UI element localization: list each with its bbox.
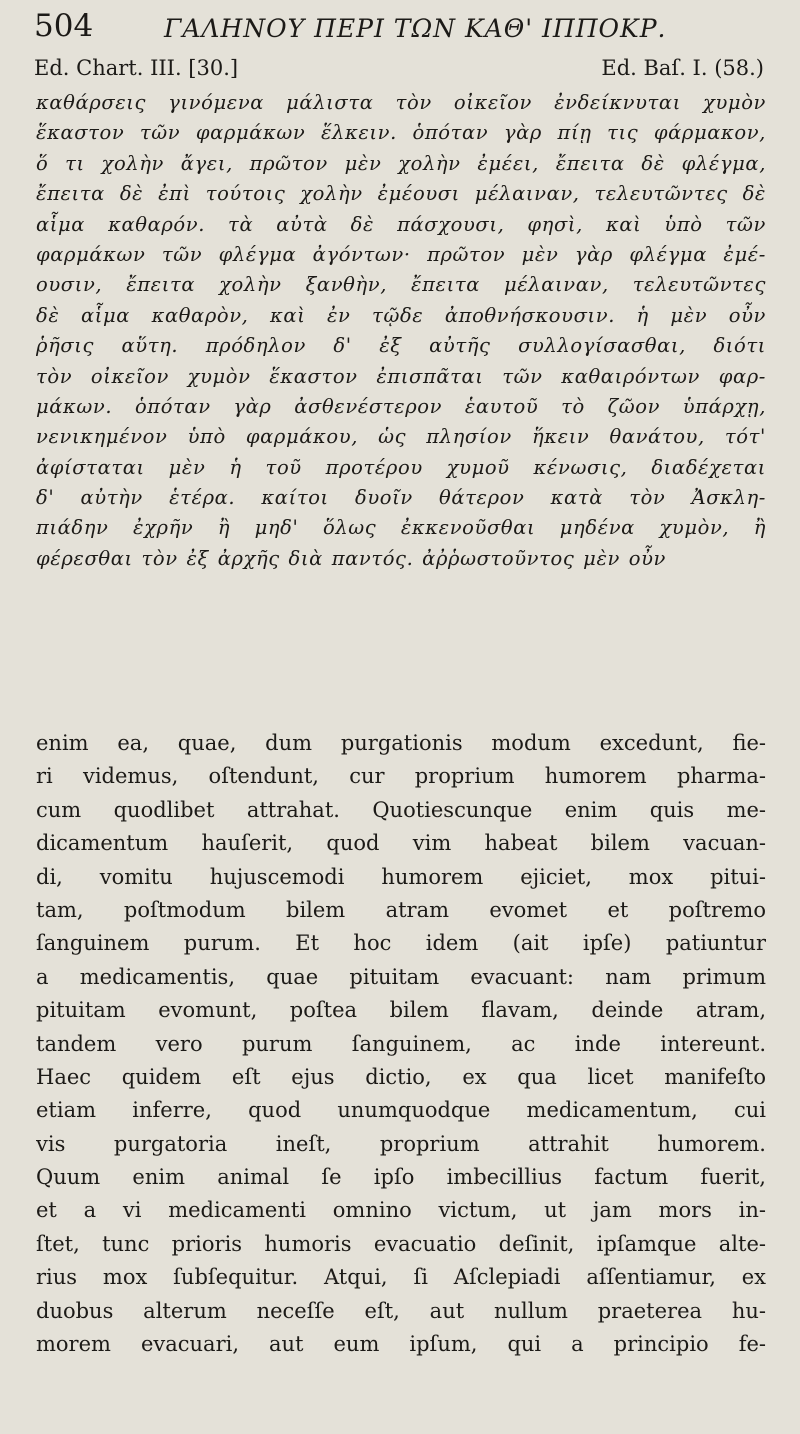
greek-line: δ' αὐτὴν ἑτέρα. καίτοι δυοῖν θάτερον κατὰ τὸν Ἀσκλη- <box>36 486 766 510</box>
page-header <box>34 8 774 52</box>
greek-line: ῥῆσις αὕτη. πρόδηλον δ' ἐξ αὐτῆς συλλογίσασθαι, διότι <box>36 334 766 358</box>
latin-line: enim ea, quae, dum purgationis modum excedunt, fie- <box>36 731 766 755</box>
greek-text-block <box>36 88 766 574</box>
latin-line: ſanguinem purum. Et hoc idem (ait ipſe) patiuntur <box>36 931 766 956</box>
greek-line: αἷμα καθαρόν. τὰ αὐτὰ δὲ πάσχουσι, φησὶ, καὶ ὑπὸ τῶν <box>36 212 766 236</box>
greek-line: ὅ τι χολὴν ἄγει, πρῶτον μὲν χολὴν ἐμέει, ἔπειτα δὲ φλέγμα, <box>36 151 766 175</box>
greek-line: δὲ αἷμα καθαρὸν, καὶ ἐν τῷδε ἀποθνήσκουσιν. ἡ μὲν οὖν <box>36 303 766 327</box>
greek-line: ουσιν, ἔπειτα χολὴν ξανθὴν, ἔπειτα μέλαιναν, τελευτῶντες <box>36 273 766 297</box>
latin-line: cum quodlibet attrahat. Quotiescunque enim quis me- <box>36 797 766 822</box>
latin-line: Haec quidem eſt ejus dictio, ex qua licet manifeſto <box>36 1064 766 1089</box>
edition-reference-left: Ed. Chart. III. [30.] <box>34 56 239 80</box>
latin-line: Quum enim animal ſe ipſo imbecillius factum fuerit, <box>36 1165 766 1190</box>
running-title: ΓΑΛΗΝΟΥ ΠΕΡΙ ΤΩΝ ΚΑΘ' ΙΠΠΟΚΡ. <box>164 14 667 43</box>
latin-line: vis purgatoria ineſt, proprium attrahit humorem. <box>36 1131 766 1156</box>
latin-line: a medicamentis, quae pituitam evacuant: nam primum <box>36 964 766 989</box>
greek-line: τὸν οἰκεῖον χυμὸν ἕκαστον ἐπισπᾶται τῶν καθαιρόντων φαρ- <box>36 364 766 388</box>
greek-line: νενικημένον ὑπὸ φαρμάκου, ὡς πλησίον ἥκειν θανάτου, τότ' <box>36 425 766 449</box>
greek-line: καθάρσεις γινόμενα μάλιστα τὸν οἰκεῖον ἐνδείκνυται χυμὸν <box>36 91 766 114</box>
latin-line: duobus alterum neceſſe eſt, aut nullum praeterea hu- <box>36 1298 766 1323</box>
greek-line: μάκων. ὁπόταν γὰρ ἀσθενέστερον ἑαυτοῦ τὸ ζῶον ὑπάρχῃ, <box>36 394 766 418</box>
greek-line: ἕκαστον τῶν φαρμάκων ἕλκειν. ὁπόταν γὰρ πίῃ τις φάρμακον, <box>36 121 766 145</box>
latin-line: tam, poſtmodum bilem atram evomet et poſtremo <box>36 897 766 922</box>
latin-line: dicamentum hauſerit, quod vim habeat bilem vacuan- <box>36 831 766 856</box>
greek-line: φέρεσθαι τὸν ἐξ ἀρχῆς διὰ παντός. ἀῤῥωστοῦντος μὲν οὖν <box>36 546 667 570</box>
latin-line: etiam inferre, quod unumquodque medicamentum, cui <box>36 1098 766 1123</box>
latin-line: ri videmus, oſtendunt, cur proprium humorem pharma- <box>36 764 766 789</box>
greek-line: φαρμάκων τῶν φλέγμα ἀγόντων· πρῶτον μὲν γὰρ φλέγμα ἐμέ- <box>36 242 766 266</box>
greek-line: πιάδην ἐχρῆν ἢ μηδ' ὅλως ἐκκενοῦσθαι μηδένα χυμὸν, ἢ <box>36 516 766 540</box>
greek-line: ἀφίσταται μὲν ἡ τοῦ προτέρου χυμοῦ κένωσις, διαδέχεται <box>36 455 766 479</box>
greek-line: ἔπειτα δὲ ἐπὶ τούτοις χολὴν ἐμέουσι μέλαιναν, τελευτῶντες δὲ <box>36 182 766 206</box>
page-number: 504 <box>34 8 94 44</box>
latin-line: tandem vero purum ſanguinem, ac inde intereunt. <box>36 1031 766 1056</box>
latin-line: morem evacuari, aut eum ipſum, qui a principio fe- <box>36 1332 766 1357</box>
latin-line: ſtet, tunc prioris humoris evacuatio deſinit, ipſamque alte- <box>36 1231 766 1256</box>
latin-line: rius mox ſubſequitur. Atqui, ſi Aſclepiadi aſſentiamur, ex <box>36 1265 766 1290</box>
edition-reference-right: Ed. Baſ. I. (58.) <box>601 56 764 80</box>
edition-references <box>34 56 764 86</box>
latin-line: et a vi medicamenti omnino victum, ut jam mors in- <box>36 1198 766 1223</box>
latin-line: di, vomitu hujuscemodi humorem ejiciet, mox pitui- <box>36 864 766 889</box>
latin-text-block <box>36 727 766 1361</box>
latin-line: pituitam evomunt, poſtea bilem flavam, deinde atram, <box>36 998 766 1023</box>
